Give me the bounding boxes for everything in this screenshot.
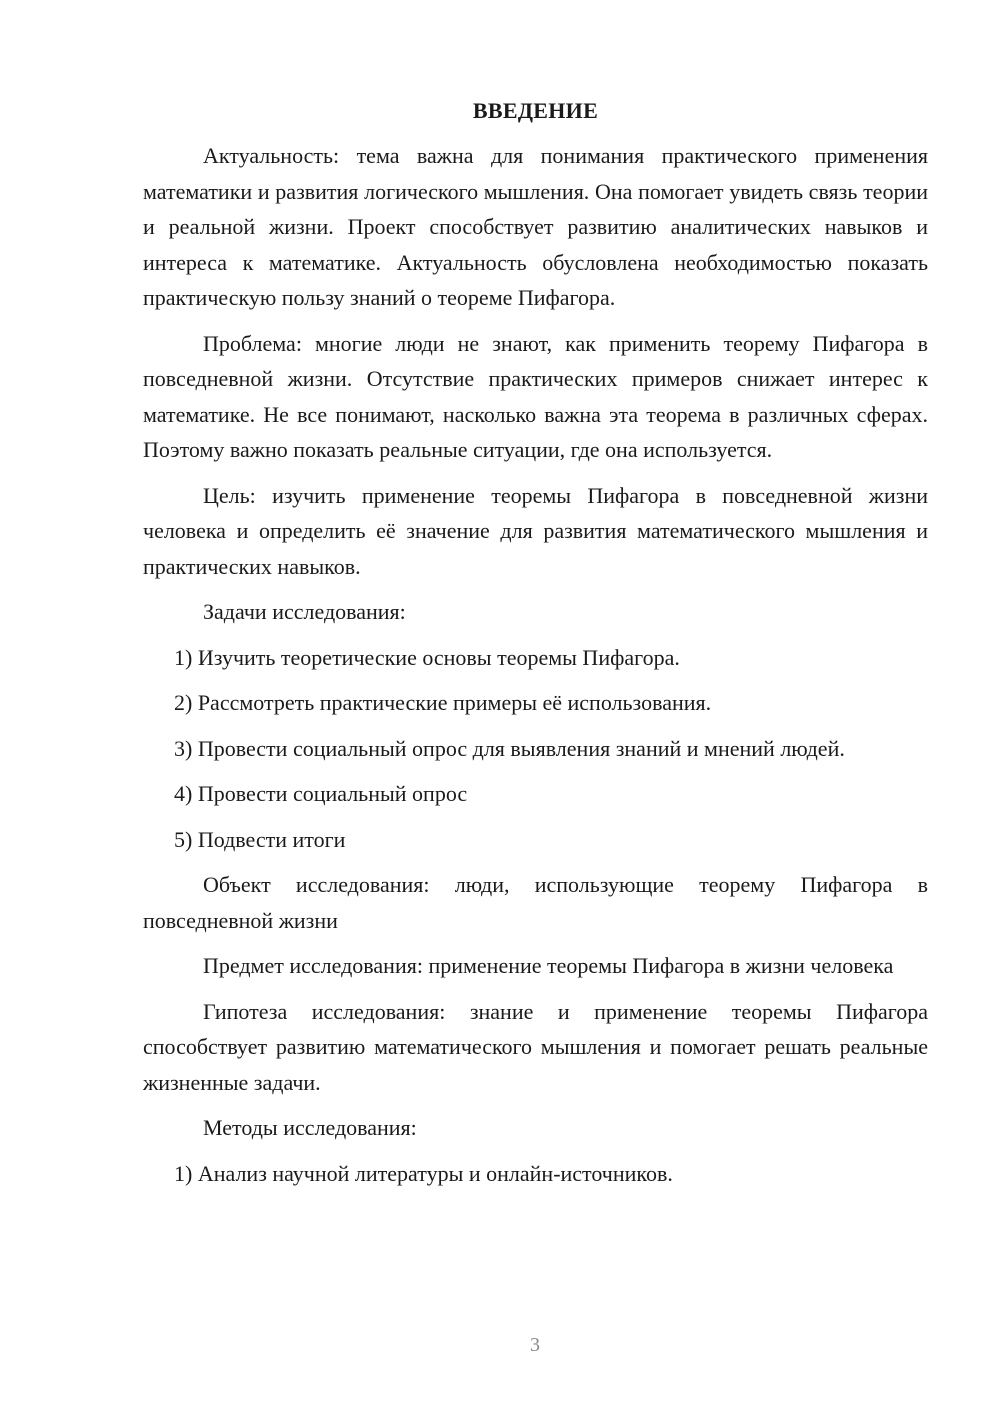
- task-item: 3) Провести социальный опрос для выявления знаний и мнений людей.: [174, 735, 845, 761]
- object-paragraph: Объект исследования: люди, использующие теорему Пифагора в повседневной жизни: [143, 872, 928, 933]
- document-page: [143, 96, 928, 1201]
- task-item: 2) Рассмотреть практические примеры её использования.: [174, 690, 712, 715]
- task-item: 4) Провести социальный опрос: [174, 781, 468, 806]
- tasks-label: Задачи исследования:: [203, 599, 406, 624]
- goal-paragraph: Цель: изучить применение теоремы Пифагора в повседневной жизни человека и определить её значение для развития математического мышления и практических навыков.: [143, 482, 928, 579]
- subject-paragraph: Предмет исследования: применение теоремы Пифагора в жизни человека: [203, 953, 894, 978]
- methods-list: [143, 1156, 928, 1192]
- hypothesis-paragraph: Гипотеза исследования: знание и применение теоремы Пифагора способствует развитию математического мышления и помогает решать реальные жизненные задачи.: [143, 998, 928, 1095]
- task-item: 5) Подвести итоги: [174, 826, 346, 852]
- relevance-paragraph: Актуальность: тема важна для понимания практического применения математики и развития логического мышления. Она помогает увидеть связь теории и реальной жизни. Проект способствует развитию аналитических навыков и интереса к математике. Актуальность обусловлена необходимостью показать практическую пользу знаний о теореме Пифагора.: [143, 143, 928, 310]
- problem-paragraph: Проблема: многие люди не знают, как применить теорему Пифагора в повседневной жизни. Отсутствие практических примеров снижает интерес к математике. Не все понимают, насколько важна эта теорема в различных сферах. Поэтому важно показать реальные ситуации, где она используется.: [143, 330, 928, 462]
- tasks-list: [143, 640, 928, 858]
- method-item: 1) Анализ научной литературы и онлайн-источников.: [174, 1160, 673, 1186]
- page-number: 3: [530, 1334, 540, 1356]
- methods-label: Методы исследования:: [203, 1115, 417, 1140]
- section-heading: ВВЕДЕНИЕ: [472, 98, 599, 123]
- task-item: 1) Изучить теоретические основы теоремы Пифагора.: [174, 644, 680, 670]
